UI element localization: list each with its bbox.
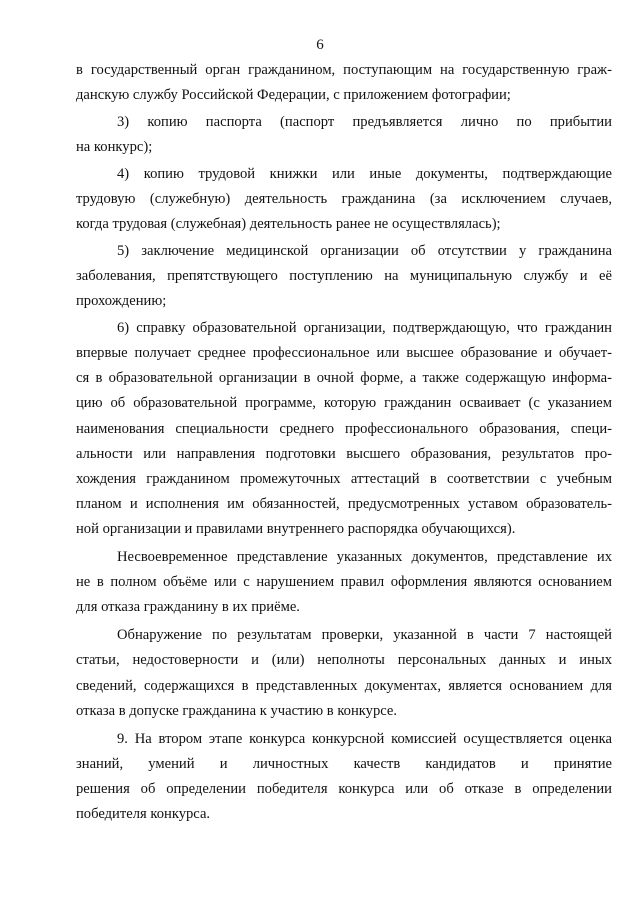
text-line: альности или направления подготовки высшего образования, результатов про-	[76, 446, 612, 462]
text-line: на конкурс);	[76, 139, 153, 155]
text-line: трудовую (служебную) деятельность гражданина (за исключением случаев,	[76, 191, 612, 207]
text-line: 9. На втором этапе конкурса конкурсной комиссией осуществляется оценка	[117, 731, 612, 747]
text-line: прохождению;	[76, 293, 167, 309]
text-line: решения об определении победителя конкурса или об отказе в определении	[76, 781, 612, 797]
text-line: ся в образовательной организации в очной форме, а также содержащую информа-	[76, 370, 612, 386]
page-number: 6	[316, 37, 324, 53]
text-line: в государственный орган гражданином, поступающим на государственную граж-	[76, 62, 612, 78]
text-line: когда трудовая (служебная) деятельность ранее не осуществлялась);	[76, 216, 501, 232]
text-line: отказа в допуске гражданина к участию в конкурсе.	[76, 703, 398, 719]
text-line: для отказа гражданину в их приёме.	[76, 599, 300, 615]
text-line: статьи, недостоверности и (или) неполноты персональных данных и иных	[76, 652, 612, 668]
text-line: данскую службу Российской Федерации, с приложением фотографии;	[76, 87, 511, 103]
text-line: 4) копию трудовой книжки или иные документы, подтверждающие	[117, 166, 612, 182]
text-line: 5) заключение медицинской организации об отсутствии у гражданина	[117, 243, 612, 259]
text-line: наименования специальности среднего профессионального образования, специ-	[76, 421, 612, 437]
text-line: впервые получает среднее профессиональное или высшее образование и обучает-	[76, 345, 612, 361]
text-line: 6) справку образовательной организации, подтверждающую, что гражданин	[117, 320, 612, 336]
text-line: знаний, умений и личностных качеств кандидатов и принятие	[76, 756, 612, 772]
text-line: победителя конкурса.	[76, 806, 211, 822]
text-line: сведений, содержащихся в представленных документах, является основанием для	[76, 678, 612, 694]
text-line: планом и исполнения им обязанностей, предусмотренных уставом образователь-	[76, 496, 612, 512]
text-line: ной организации и правилами внутреннего распорядка обучающихся).	[76, 521, 516, 537]
text-line: Обнаружение по результатам проверки, указанной в части 7 настоящей	[117, 627, 612, 643]
text-line: цию об образовательной программе, которую гражданин осваивает (с указанием	[76, 395, 612, 411]
text-line: Несвоевременное представление указанных документов, представление их	[117, 549, 612, 565]
text-line: не в полном объёме или с нарушением правил оформления являются основанием	[76, 574, 612, 590]
text-line: хождения гражданином промежуточных аттестаций в соответствии с учебным	[76, 471, 612, 487]
text-line: заболевания, препятствующего поступлению на муниципальную службу и её	[76, 268, 612, 284]
text-line: 3) копию паспорта (паспорт предъявляется лично по прибытии	[117, 114, 612, 130]
